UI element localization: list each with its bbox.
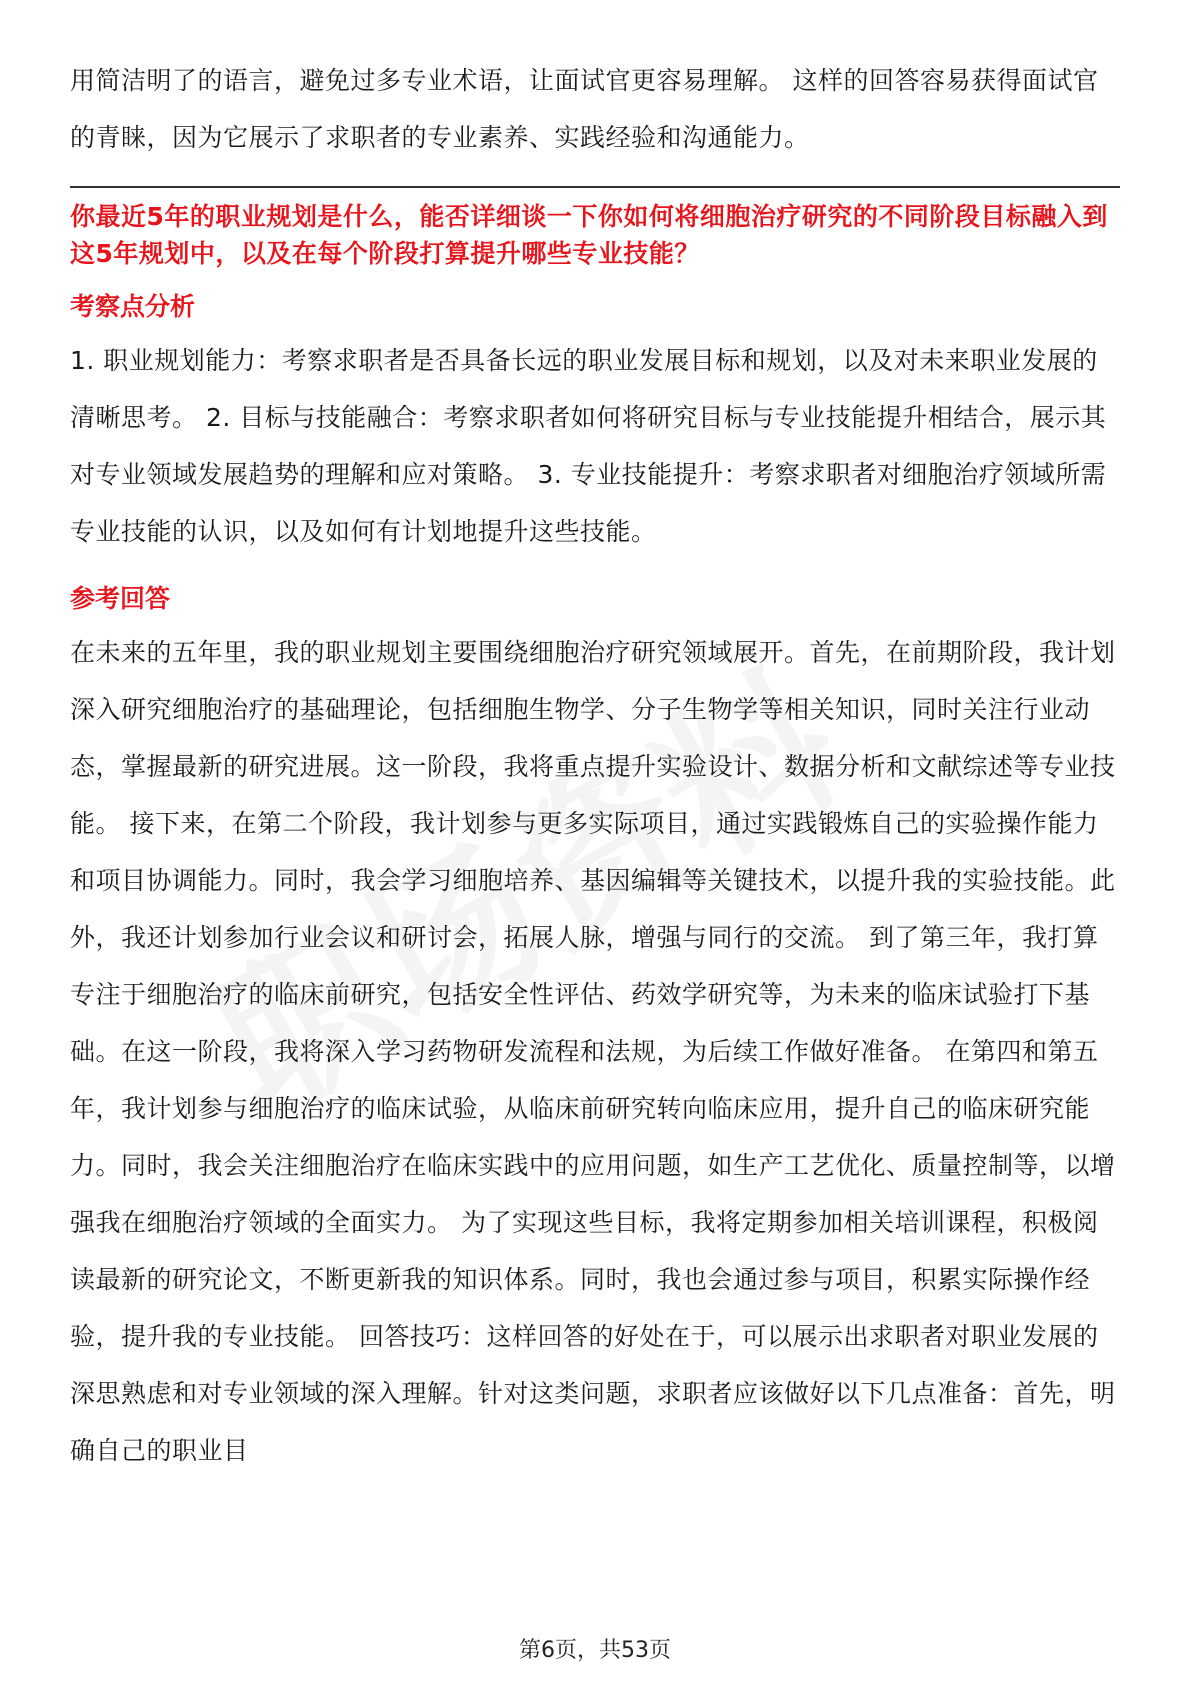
question-title: 你最近5年的职业规划是什么，能否详细谈一下你如何将细胞治疗研究的不同阶段目标融入到这5年规划中，以及在每个阶段打算提升哪些专业技能？ xyxy=(70,202,1108,268)
page-number: 第6页，共53页 xyxy=(519,1638,671,1663)
section-divider xyxy=(70,186,1120,188)
answer-heading: 参考回答 xyxy=(70,584,171,613)
analysis-heading: 考察点分析 xyxy=(70,292,196,321)
intro-paragraph: 用简洁明了的语言，避免过多专业术语，让面试官更容易理解。 这样的回答容易获得面试官的青睐，因为它展示了求职者的专业素养、实践经验和沟通能力。 xyxy=(70,66,1099,152)
analysis-paragraph: 1. 职业规划能力：考察求职者是否具备长远的职业发展目标和规划，以及对未来职业发展的清晰思考。 2. 目标与技能融合：考察求职者如何将研究目标与专业技能提升相结合，展示其对专业领域发展趋势的理解和应对策略。 3. 专业技能提升：考察求职者对细胞治疗领域所需专业技能的认识，以及如何有计划地提升这些技能。 xyxy=(70,346,1107,546)
answer-paragraph: 在未来的五年里，我的职业规划主要围绕细胞治疗研究领域展开。首先，在前期阶段，我计划深入研究细胞治疗的基础理论，包括细胞生物学、分子生物学等相关知识，同时关注行业动态，掌握最新的研究进展。这一阶段，我将重点提升实验设计、数据分析和文献综述等专业技能。 接下来，在第二个阶段，我计划参与更多实际项目，通过实践锻炼自己的实验操作能力和项目协调能力。同时，我会学习细胞培养、基因编辑等关键技术，以提升我的实验技能。此外，我还计划参加行业会议和研讨会，拓展人脉，增强与同行的交流。 到了第三年，我打算专注于细胞治疗的临床前研究，包括安全性评估、药效学研究等，为未来的临床试验打下基础。在这一阶段，我将深入学习药物研发流程和法规，为后续工作做好准备。 在第四和第五年，我计划参与细胞治疗的临床试验，从临床前研究转向临床应用，提升自己的临床研究能力。同时，我会关注细胞治疗在临床实践中的应用问题，如生产工艺优化、质量控制等，以增强我在细胞治疗领域的全面实力。 为了实现这些目标，我将定期参加相关培训课程，积极阅读最新的研究论文，不断更新我的知识体系。同时，我也会通过参与项目，积累实际操作经验，提升我的专业技能。 回答技巧：这样回答的好处在于，可以展示出求职者对职业发展的深思熟虑和对专业领域的深入理解。针对这类问题，求职者应该做好以下几点准备：首先，明确自己的职业目 xyxy=(70,638,1116,1465)
page-content xyxy=(70,52,1120,1479)
